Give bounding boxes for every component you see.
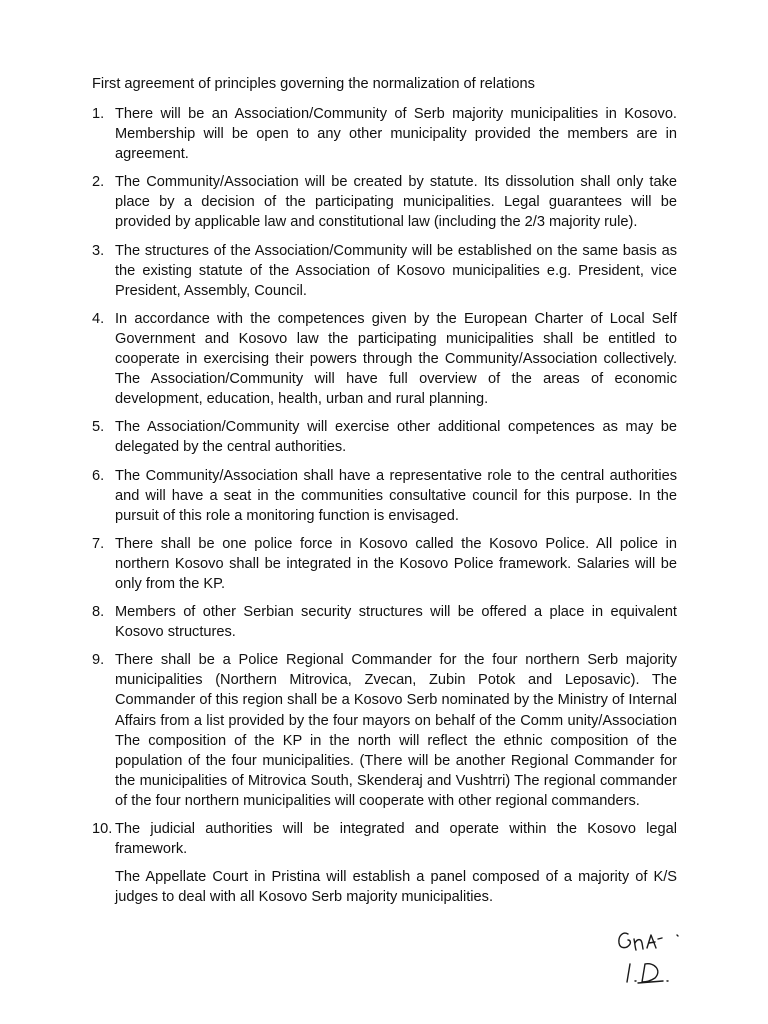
list-item-6 [92,466,677,526]
list-item-9 [92,650,677,811]
list-item-7 [92,534,677,594]
item-extra-paragraph: The Appellate Court in Pristina will establish a panel composed of a majority of K/S judges to deal with all Kosovo Serb majority municipalities. [115,869,677,906]
item-text: There shall be one police force in Kosovo called the Kosovo Police. All police in northern Kosovo shall be integrated in the Kosovo Police framework. Salaries will be only from the KP. [115,535,677,592]
item-text: There will be an Association/Community of Serb majority municipalities in Kosovo. Membership will be open to any other municipality provided the members are in agreement. [115,106,677,163]
principles-list [92,104,677,915]
list-item-1 [92,104,677,164]
item-text: The judicial authorities will be integrated and operate within the Kosovo legal framework. [115,821,677,858]
item-number: 8. [92,604,105,621]
item-body [115,466,677,526]
item-body [115,172,677,232]
item-number: 4. [92,310,105,327]
item-body [115,309,677,409]
item-text: In accordance with the competences given by the European Charter of Local Self Government and Kosovo law the participating municipalities shall be entitled to cooperate in exercising their powers through the Community/Association collectively. The Association/Community will have full overview of the areas of economic development, education, health, urban and rural planning. [115,310,677,408]
list-item-2 [92,172,677,232]
list-item-3 [92,241,677,301]
item-text: Members of other Serbian security structures will be offered a place in equivalent Kosovo structures. [115,604,677,641]
item-number: 10. [92,821,113,837]
list-item-10 [92,819,677,907]
item-number: 9. [92,652,105,669]
item-body [115,534,677,594]
item-number: 6. [92,467,105,484]
item-body [115,104,677,164]
list-item-8 [92,602,677,642]
item-text: The Community/Association shall have a representative role to the central authorities and will have a seat in the communities consultative council for this purpose. In the pursuit of this role a monitoring function is envisaged. [115,467,677,524]
item-text: The structures of the Association/Community will be established on the same basis as the existing statute of the Association of Kosovo municipalities e.g. President, vice President, Assembly, Council. [115,242,677,299]
list-item-4 [92,309,677,409]
item-number: 1. [92,106,105,122]
item-number: 7. [92,535,105,552]
item-body [115,650,677,811]
handwritten-initials [614,922,694,992]
item-text: The Community/Association will be created by statute. Its dissolution shall only take place by a decision of the participating municipalities. Legal guarantees will be provided by applicable law and constitutional law (including the 2/3 majority rule). [115,174,677,231]
item-body [115,241,677,301]
item-number: 2. [92,174,105,191]
item-text: There shall be a Police Regional Commander for the four northern Serb majority municipalities (Northern Mitrovica, Zvecan, Zubin Potok and Leposavic). The Commander of this region shall be a Kosovo Serb nominated by the Ministry of Internal Affairs from a list provided by the four mayors on behalf of the Comm unity/Association The composition of the KP in the north will reflect the ethnic composition of the population of the four municipalities. (There will be another Regional Commander for the municipalities of Mitrovica South, Skenderaj and Vushtrri) The regional commander of the four northern municipalities will cooperate with other regional commanders. [115,652,677,809]
list-item-5 [92,417,677,457]
item-number: 5. [92,419,105,436]
item-body [115,602,677,642]
item-body [115,417,677,457]
item-text: The Association/Community will exercise other additional competences as may be delegated by the central authorities. [115,419,677,456]
item-body [115,819,677,907]
document-title: First agreement of principles governing the normalization of relations [92,76,535,92]
item-number: 3. [92,242,105,259]
